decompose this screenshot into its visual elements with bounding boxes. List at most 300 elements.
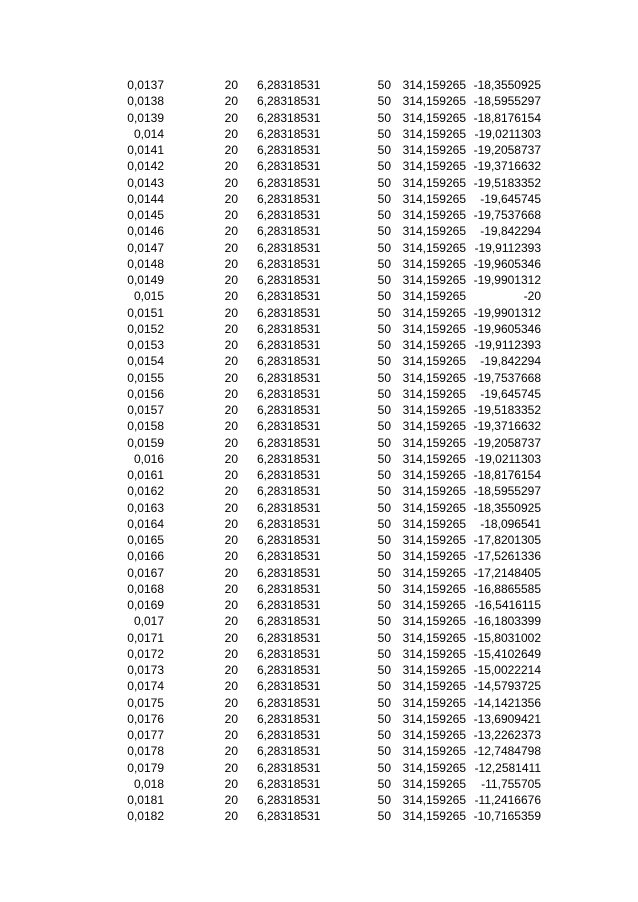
amplitude-cell: 20 bbox=[224, 110, 238, 125]
amplitude-cell: 20 bbox=[224, 793, 238, 807]
time-cell: 0,0138 bbox=[127, 94, 164, 109]
table-row bbox=[0, 402, 638, 418]
two-pi-cell: 6,28318531 bbox=[257, 809, 321, 824]
result-cell: -18,8176154 bbox=[473, 468, 541, 482]
time-cell: 0,0152 bbox=[127, 321, 164, 336]
result-cell: -19,9112393 bbox=[474, 338, 541, 352]
table-row bbox=[0, 223, 638, 239]
time-cell: 0,0153 bbox=[127, 338, 164, 352]
amplitude-cell: 20 bbox=[224, 744, 238, 759]
result-cell: -19,9112393 bbox=[474, 240, 541, 255]
frequency-cell: 50 bbox=[377, 224, 391, 239]
amplitude-cell: 20 bbox=[224, 224, 238, 239]
amplitude-cell: 20 bbox=[224, 533, 238, 547]
omega-cell: 314,159265 bbox=[402, 679, 466, 694]
result-cell: -18,8176154 bbox=[473, 110, 541, 125]
omega-cell: 314,159265 bbox=[402, 289, 466, 304]
two-pi-cell: 6,28318531 bbox=[257, 581, 321, 596]
table-row bbox=[0, 646, 638, 662]
omega-cell: 314,159265 bbox=[402, 484, 466, 499]
omega-cell: 314,159265 bbox=[402, 793, 466, 807]
frequency-cell: 50 bbox=[377, 126, 391, 141]
amplitude-cell: 20 bbox=[224, 435, 238, 450]
result-cell: -16,1803399 bbox=[473, 614, 541, 629]
frequency-cell: 50 bbox=[377, 256, 391, 271]
table-row bbox=[0, 240, 638, 256]
two-pi-cell: 6,28318531 bbox=[257, 598, 321, 612]
two-pi-cell: 6,28318531 bbox=[257, 630, 321, 645]
result-cell: -15,0022214 bbox=[473, 663, 541, 677]
two-pi-cell: 6,28318531 bbox=[257, 289, 321, 304]
table-row bbox=[0, 77, 638, 93]
two-pi-cell: 6,28318531 bbox=[257, 338, 321, 352]
omega-cell: 314,159265 bbox=[402, 191, 466, 206]
frequency-cell: 50 bbox=[377, 191, 391, 206]
amplitude-cell: 20 bbox=[224, 484, 238, 499]
result-cell: -18,3550925 bbox=[473, 78, 541, 92]
amplitude-cell: 20 bbox=[224, 175, 238, 190]
table-row bbox=[0, 158, 638, 174]
table-row bbox=[0, 808, 638, 824]
time-cell: 0,0174 bbox=[127, 679, 164, 694]
amplitude-cell: 20 bbox=[224, 581, 238, 596]
table-row bbox=[0, 191, 638, 207]
time-cell: 0,0163 bbox=[127, 500, 164, 515]
frequency-cell: 50 bbox=[377, 663, 391, 677]
time-cell: 0,0142 bbox=[127, 159, 164, 174]
omega-cell: 314,159265 bbox=[402, 435, 466, 450]
result-cell: -11,2416676 bbox=[474, 793, 541, 807]
time-cell: 0,0172 bbox=[127, 646, 164, 661]
omega-cell: 314,159265 bbox=[402, 549, 466, 564]
amplitude-cell: 20 bbox=[224, 728, 238, 742]
omega-cell: 314,159265 bbox=[402, 143, 466, 157]
omega-cell: 314,159265 bbox=[402, 126, 466, 141]
result-cell: -18,3550925 bbox=[473, 500, 541, 515]
result-cell: -19,9605346 bbox=[473, 256, 541, 271]
frequency-cell: 50 bbox=[377, 143, 391, 157]
two-pi-cell: 6,28318531 bbox=[257, 484, 321, 499]
frequency-cell: 50 bbox=[377, 78, 391, 92]
amplitude-cell: 20 bbox=[224, 386, 238, 401]
table-row bbox=[0, 500, 638, 516]
two-pi-cell: 6,28318531 bbox=[257, 224, 321, 239]
frequency-cell: 50 bbox=[377, 403, 391, 417]
omega-cell: 314,159265 bbox=[402, 370, 466, 385]
table-row bbox=[0, 662, 638, 678]
result-cell: -10,7165359 bbox=[473, 809, 541, 824]
result-cell: -16,5416115 bbox=[474, 598, 541, 612]
two-pi-cell: 6,28318531 bbox=[257, 468, 321, 482]
two-pi-cell: 6,28318531 bbox=[257, 126, 321, 141]
time-cell: 0,0173 bbox=[127, 663, 164, 677]
time-cell: 0,0164 bbox=[127, 516, 164, 531]
table-row bbox=[0, 305, 638, 321]
result-cell: -14,1421356 bbox=[473, 695, 541, 710]
omega-cell: 314,159265 bbox=[402, 614, 466, 629]
two-pi-cell: 6,28318531 bbox=[257, 614, 321, 629]
amplitude-cell: 20 bbox=[224, 549, 238, 564]
amplitude-cell: 20 bbox=[224, 630, 238, 645]
time-cell: 0,0171 bbox=[127, 630, 164, 645]
omega-cell: 314,159265 bbox=[402, 728, 466, 742]
time-cell: 0,0176 bbox=[127, 711, 164, 726]
table-row bbox=[0, 370, 638, 386]
time-cell: 0,0165 bbox=[127, 533, 164, 547]
two-pi-cell: 6,28318531 bbox=[257, 744, 321, 759]
result-cell: -19,3716632 bbox=[473, 159, 541, 174]
time-cell: 0,0177 bbox=[127, 728, 164, 742]
table-row bbox=[0, 711, 638, 727]
table-row bbox=[0, 207, 638, 223]
omega-cell: 314,159265 bbox=[402, 159, 466, 174]
two-pi-cell: 6,28318531 bbox=[257, 663, 321, 677]
amplitude-cell: 20 bbox=[224, 516, 238, 531]
amplitude-cell: 20 bbox=[224, 403, 238, 417]
table-row bbox=[0, 695, 638, 711]
frequency-cell: 50 bbox=[377, 159, 391, 174]
frequency-cell: 50 bbox=[377, 386, 391, 401]
time-cell: 0,0179 bbox=[127, 760, 164, 775]
two-pi-cell: 6,28318531 bbox=[257, 728, 321, 742]
frequency-cell: 50 bbox=[377, 630, 391, 645]
table-row bbox=[0, 337, 638, 353]
result-cell: -19,645745 bbox=[480, 191, 541, 206]
result-cell: -19,0211303 bbox=[474, 451, 541, 466]
frequency-cell: 50 bbox=[377, 273, 391, 287]
result-cell: -19,9901312 bbox=[473, 305, 541, 320]
time-cell: 0,0137 bbox=[127, 78, 164, 92]
omega-cell: 314,159265 bbox=[402, 776, 466, 791]
table-row bbox=[0, 581, 638, 597]
frequency-cell: 50 bbox=[377, 484, 391, 499]
frequency-cell: 50 bbox=[377, 565, 391, 580]
table-row bbox=[0, 142, 638, 158]
omega-cell: 314,159265 bbox=[402, 646, 466, 661]
two-pi-cell: 6,28318531 bbox=[257, 549, 321, 564]
table-row bbox=[0, 451, 638, 467]
time-cell: 0,0159 bbox=[127, 435, 164, 450]
amplitude-cell: 20 bbox=[224, 809, 238, 824]
time-cell: 0,0158 bbox=[127, 419, 164, 434]
two-pi-cell: 6,28318531 bbox=[257, 679, 321, 694]
time-cell: 0,0149 bbox=[127, 273, 164, 287]
omega-cell: 314,159265 bbox=[402, 321, 466, 336]
frequency-cell: 50 bbox=[377, 695, 391, 710]
table-row bbox=[0, 516, 638, 532]
frequency-cell: 50 bbox=[377, 175, 391, 190]
time-cell: 0,0143 bbox=[127, 175, 164, 190]
table-row bbox=[0, 727, 638, 743]
table-row bbox=[0, 288, 638, 304]
frequency-cell: 50 bbox=[377, 646, 391, 661]
result-cell: -19,5183352 bbox=[473, 175, 541, 190]
time-cell: 0,0154 bbox=[127, 354, 164, 369]
amplitude-cell: 20 bbox=[224, 143, 238, 157]
time-cell: 0,0181 bbox=[127, 793, 164, 807]
time-cell: 0,0145 bbox=[127, 208, 164, 222]
frequency-cell: 50 bbox=[377, 468, 391, 482]
two-pi-cell: 6,28318531 bbox=[257, 354, 321, 369]
two-pi-cell: 6,28318531 bbox=[257, 321, 321, 336]
frequency-cell: 50 bbox=[377, 760, 391, 775]
frequency-cell: 50 bbox=[377, 581, 391, 596]
frequency-cell: 50 bbox=[377, 289, 391, 304]
amplitude-cell: 20 bbox=[224, 78, 238, 92]
table-row bbox=[0, 93, 638, 109]
two-pi-cell: 6,28318531 bbox=[257, 110, 321, 125]
omega-cell: 314,159265 bbox=[402, 338, 466, 352]
amplitude-cell: 20 bbox=[224, 614, 238, 629]
omega-cell: 314,159265 bbox=[402, 451, 466, 466]
two-pi-cell: 6,28318531 bbox=[257, 776, 321, 791]
result-cell: -15,4102649 bbox=[473, 646, 541, 661]
time-cell: 0,0166 bbox=[127, 549, 164, 564]
table-row bbox=[0, 175, 638, 191]
omega-cell: 314,159265 bbox=[402, 760, 466, 775]
table-row bbox=[0, 353, 638, 369]
time-cell: 0,0148 bbox=[127, 256, 164, 271]
result-cell: -19,7537668 bbox=[473, 208, 541, 222]
amplitude-cell: 20 bbox=[224, 126, 238, 141]
amplitude-cell: 20 bbox=[224, 419, 238, 434]
time-cell: 0,0156 bbox=[127, 386, 164, 401]
result-cell: -15,8031002 bbox=[473, 630, 541, 645]
amplitude-cell: 20 bbox=[224, 646, 238, 661]
two-pi-cell: 6,28318531 bbox=[257, 191, 321, 206]
two-pi-cell: 6,28318531 bbox=[257, 419, 321, 434]
result-cell: -19,0211303 bbox=[474, 126, 541, 141]
amplitude-cell: 20 bbox=[224, 191, 238, 206]
result-cell: -12,7484798 bbox=[473, 744, 541, 759]
omega-cell: 314,159265 bbox=[402, 354, 466, 369]
amplitude-cell: 20 bbox=[224, 321, 238, 336]
omega-cell: 314,159265 bbox=[402, 224, 466, 239]
result-cell: -19,7537668 bbox=[473, 370, 541, 385]
result-cell: -19,9901312 bbox=[473, 273, 541, 287]
two-pi-cell: 6,28318531 bbox=[257, 143, 321, 157]
amplitude-cell: 20 bbox=[224, 305, 238, 320]
table-row bbox=[0, 483, 638, 499]
two-pi-cell: 6,28318531 bbox=[257, 94, 321, 109]
omega-cell: 314,159265 bbox=[402, 695, 466, 710]
time-cell: 0,0169 bbox=[127, 598, 164, 612]
frequency-cell: 50 bbox=[377, 208, 391, 222]
two-pi-cell: 6,28318531 bbox=[257, 175, 321, 190]
result-cell: -16,8865585 bbox=[473, 581, 541, 596]
time-cell: 0,0162 bbox=[127, 484, 164, 499]
two-pi-cell: 6,28318531 bbox=[257, 711, 321, 726]
time-cell: 0,017 bbox=[133, 614, 164, 629]
time-cell: 0,0168 bbox=[127, 581, 164, 596]
two-pi-cell: 6,28318531 bbox=[257, 256, 321, 271]
result-cell: -19,2058737 bbox=[473, 143, 541, 157]
result-cell: -11,755705 bbox=[481, 776, 541, 791]
frequency-cell: 50 bbox=[377, 305, 391, 320]
omega-cell: 314,159265 bbox=[402, 809, 466, 824]
table-row bbox=[0, 272, 638, 288]
frequency-cell: 50 bbox=[377, 744, 391, 759]
table-row bbox=[0, 743, 638, 759]
omega-cell: 314,159265 bbox=[402, 386, 466, 401]
time-cell: 0,0161 bbox=[127, 468, 164, 482]
time-cell: 0,014 bbox=[133, 126, 164, 141]
two-pi-cell: 6,28318531 bbox=[257, 565, 321, 580]
result-cell: -19,9605346 bbox=[473, 321, 541, 336]
frequency-cell: 50 bbox=[377, 533, 391, 547]
table-row bbox=[0, 110, 638, 126]
amplitude-cell: 20 bbox=[224, 598, 238, 612]
omega-cell: 314,159265 bbox=[402, 533, 466, 547]
table-row bbox=[0, 565, 638, 581]
two-pi-cell: 6,28318531 bbox=[257, 305, 321, 320]
two-pi-cell: 6,28318531 bbox=[257, 240, 321, 255]
amplitude-cell: 20 bbox=[224, 679, 238, 694]
two-pi-cell: 6,28318531 bbox=[257, 516, 321, 531]
omega-cell: 314,159265 bbox=[402, 273, 466, 287]
omega-cell: 314,159265 bbox=[402, 744, 466, 759]
time-cell: 0,0144 bbox=[127, 191, 164, 206]
result-cell: -18,096541 bbox=[480, 516, 541, 531]
table-row bbox=[0, 630, 638, 646]
time-cell: 0,0175 bbox=[127, 695, 164, 710]
table-row bbox=[0, 613, 638, 629]
omega-cell: 314,159265 bbox=[402, 663, 466, 677]
amplitude-cell: 20 bbox=[224, 159, 238, 174]
result-cell: -17,2148405 bbox=[473, 565, 541, 580]
two-pi-cell: 6,28318531 bbox=[257, 435, 321, 450]
frequency-cell: 50 bbox=[377, 240, 391, 255]
frequency-cell: 50 bbox=[377, 711, 391, 726]
two-pi-cell: 6,28318531 bbox=[257, 646, 321, 661]
result-cell: -13,2262373 bbox=[473, 728, 541, 742]
omega-cell: 314,159265 bbox=[402, 208, 466, 222]
amplitude-cell: 20 bbox=[224, 240, 238, 255]
omega-cell: 314,159265 bbox=[402, 419, 466, 434]
frequency-cell: 50 bbox=[377, 679, 391, 694]
two-pi-cell: 6,28318531 bbox=[257, 159, 321, 174]
result-cell: -14,5793725 bbox=[473, 679, 541, 694]
frequency-cell: 50 bbox=[377, 110, 391, 125]
amplitude-cell: 20 bbox=[224, 273, 238, 287]
time-cell: 0,0147 bbox=[127, 240, 164, 255]
frequency-cell: 50 bbox=[377, 793, 391, 807]
two-pi-cell: 6,28318531 bbox=[257, 403, 321, 417]
amplitude-cell: 20 bbox=[224, 468, 238, 482]
table-row bbox=[0, 792, 638, 808]
two-pi-cell: 6,28318531 bbox=[257, 760, 321, 775]
amplitude-cell: 20 bbox=[224, 695, 238, 710]
omega-cell: 314,159265 bbox=[402, 403, 466, 417]
omega-cell: 314,159265 bbox=[402, 175, 466, 190]
time-cell: 0,0139 bbox=[127, 110, 164, 125]
result-cell: -19,2058737 bbox=[473, 435, 541, 450]
frequency-cell: 50 bbox=[377, 435, 391, 450]
amplitude-cell: 20 bbox=[224, 370, 238, 385]
table-row bbox=[0, 435, 638, 451]
frequency-cell: 50 bbox=[377, 370, 391, 385]
amplitude-cell: 20 bbox=[224, 338, 238, 352]
amplitude-cell: 20 bbox=[224, 760, 238, 775]
two-pi-cell: 6,28318531 bbox=[257, 273, 321, 287]
frequency-cell: 50 bbox=[377, 354, 391, 369]
table-row bbox=[0, 256, 638, 272]
omega-cell: 314,159265 bbox=[402, 305, 466, 320]
table-row bbox=[0, 467, 638, 483]
frequency-cell: 50 bbox=[377, 776, 391, 791]
amplitude-cell: 20 bbox=[224, 256, 238, 271]
amplitude-cell: 20 bbox=[224, 565, 238, 580]
table-row bbox=[0, 548, 638, 564]
result-cell: -20 bbox=[523, 289, 541, 304]
time-cell: 0,0178 bbox=[127, 744, 164, 759]
amplitude-cell: 20 bbox=[224, 94, 238, 109]
time-cell: 0,0151 bbox=[127, 305, 164, 320]
table-row bbox=[0, 386, 638, 402]
two-pi-cell: 6,28318531 bbox=[257, 533, 321, 547]
result-cell: -18,5955297 bbox=[473, 94, 541, 109]
frequency-cell: 50 bbox=[377, 338, 391, 352]
amplitude-cell: 20 bbox=[224, 451, 238, 466]
time-cell: 0,0146 bbox=[127, 224, 164, 239]
table-row bbox=[0, 532, 638, 548]
two-pi-cell: 6,28318531 bbox=[257, 793, 321, 807]
amplitude-cell: 20 bbox=[224, 354, 238, 369]
table-row bbox=[0, 776, 638, 792]
frequency-cell: 50 bbox=[377, 598, 391, 612]
table-row bbox=[0, 321, 638, 337]
result-cell: -19,3716632 bbox=[473, 419, 541, 434]
frequency-cell: 50 bbox=[377, 516, 391, 531]
time-cell: 0,0155 bbox=[127, 370, 164, 385]
amplitude-cell: 20 bbox=[224, 711, 238, 726]
omega-cell: 314,159265 bbox=[402, 78, 466, 92]
omega-cell: 314,159265 bbox=[402, 581, 466, 596]
frequency-cell: 50 bbox=[377, 500, 391, 515]
time-cell: 0,016 bbox=[133, 451, 164, 466]
frequency-cell: 50 bbox=[377, 614, 391, 629]
frequency-cell: 50 bbox=[377, 94, 391, 109]
result-cell: -19,5183352 bbox=[473, 403, 541, 417]
omega-cell: 314,159265 bbox=[402, 500, 466, 515]
table-row bbox=[0, 678, 638, 694]
table-row bbox=[0, 418, 638, 434]
result-cell: -18,5955297 bbox=[473, 484, 541, 499]
omega-cell: 314,159265 bbox=[402, 630, 466, 645]
frequency-cell: 50 bbox=[377, 419, 391, 434]
omega-cell: 314,159265 bbox=[402, 565, 466, 580]
omega-cell: 314,159265 bbox=[402, 94, 466, 109]
result-cell: -19,842294 bbox=[480, 354, 541, 369]
amplitude-cell: 20 bbox=[224, 500, 238, 515]
time-cell: 0,0167 bbox=[127, 565, 164, 580]
omega-cell: 314,159265 bbox=[402, 256, 466, 271]
frequency-cell: 50 bbox=[377, 728, 391, 742]
result-cell: -19,842294 bbox=[480, 224, 541, 239]
result-cell: -12,2581411 bbox=[474, 760, 541, 775]
table-row bbox=[0, 126, 638, 142]
omega-cell: 314,159265 bbox=[402, 711, 466, 726]
result-cell: -17,8201305 bbox=[473, 533, 541, 547]
time-cell: 0,0182 bbox=[127, 809, 164, 824]
omega-cell: 314,159265 bbox=[402, 240, 466, 255]
amplitude-cell: 20 bbox=[224, 208, 238, 222]
result-cell: -13,6909421 bbox=[473, 711, 541, 726]
two-pi-cell: 6,28318531 bbox=[257, 386, 321, 401]
omega-cell: 314,159265 bbox=[402, 598, 466, 612]
two-pi-cell: 6,28318531 bbox=[257, 695, 321, 710]
time-cell: 0,0157 bbox=[127, 403, 164, 417]
